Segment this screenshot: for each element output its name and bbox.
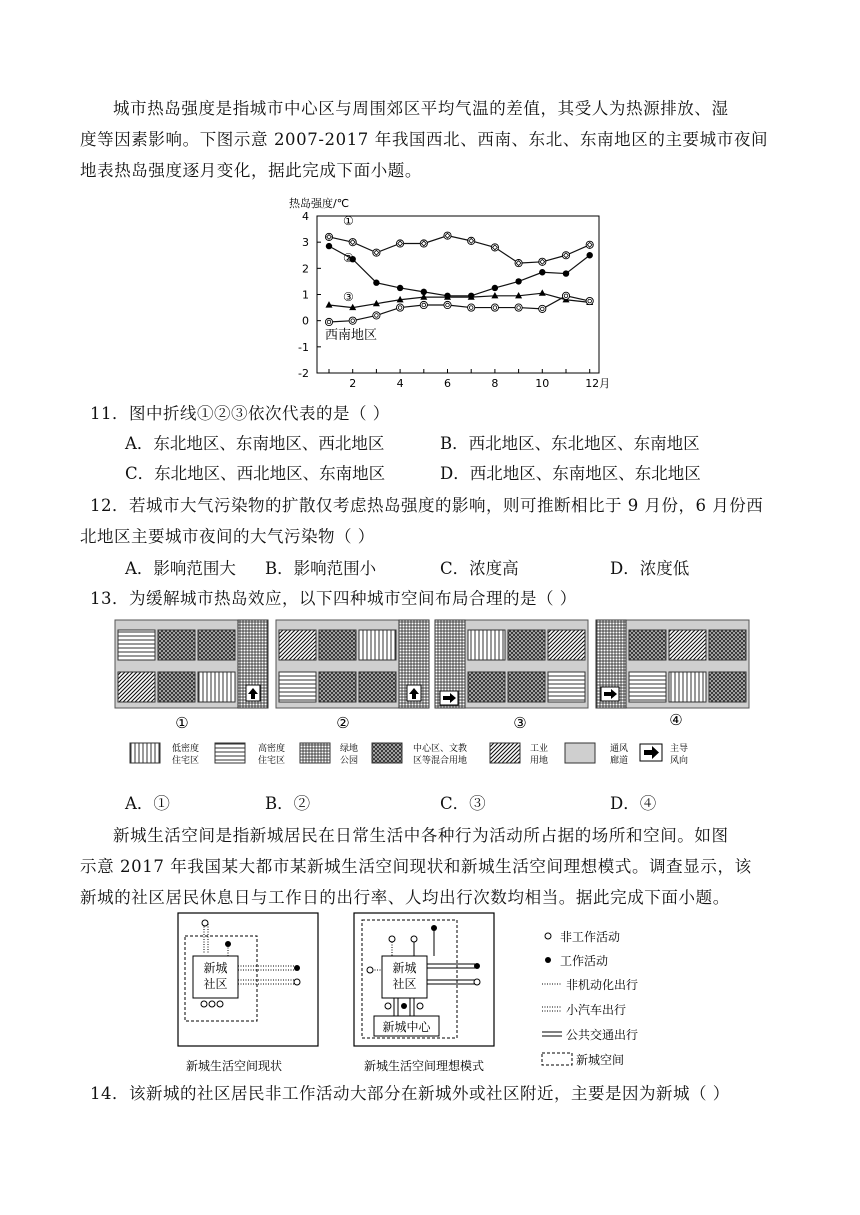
svg-text:社区: 社区 — [392, 977, 417, 991]
series-line-1 — [329, 236, 590, 266]
data-point — [420, 293, 427, 299]
svg-text:住宅区: 住宅区 — [172, 756, 200, 766]
series-label-3: ③ — [343, 289, 354, 304]
caption-ideal: 新城生活空间理想模式 — [363, 1059, 485, 1073]
series-label-2: ② — [343, 251, 354, 266]
q12-line2: 北地区主要城市夜间的大气污染物（ ） — [80, 527, 375, 546]
current-living-space — [178, 913, 318, 1046]
x-tick-label: 2 — [349, 377, 357, 390]
city-layout-figure — [110, 615, 760, 775]
data-point — [491, 292, 498, 298]
data-point — [539, 269, 545, 275]
svg-text:公园: 公园 — [340, 756, 359, 766]
svg-text:小汽车出行: 小汽车出行 — [566, 1003, 627, 1017]
data-point — [562, 292, 569, 299]
svg-text:非工作活动: 非工作活动 — [560, 930, 621, 944]
layout-panel-3 — [435, 620, 588, 708]
svg-text:用地: 用地 — [530, 756, 549, 766]
data-point — [539, 289, 546, 295]
data-point — [326, 243, 332, 249]
panel-label-2: ② — [336, 714, 350, 732]
caption-current: 新城生活空间现状 — [185, 1059, 283, 1073]
q13-option-c[interactable]: C．③ — [440, 794, 486, 813]
data-point — [420, 301, 427, 308]
x-tick-label: 10 — [535, 377, 550, 390]
data-point — [587, 252, 593, 258]
q11-option-b[interactable]: B．西北地区、东北地区、东南地区 — [440, 434, 700, 453]
q13-option-d[interactable]: D．④ — [610, 794, 657, 813]
data-point — [373, 249, 380, 256]
chart-series — [325, 214, 593, 326]
layout-legend — [130, 742, 688, 766]
chart-annotation: 西南地区 — [325, 328, 378, 343]
intro2-line1: 新城生活空间是指新城居民在日常生活中各种行为活动所占据的场所和空间。如图 — [113, 826, 729, 845]
y-tick-label: 0 — [302, 314, 309, 328]
q11-option-d[interactable]: D．西北地区、东南地区、东北地区 — [440, 464, 701, 483]
q11-option-a[interactable]: A．东北地区、东南地区、西北地区 — [125, 434, 385, 453]
q11-stem: 11．图中折线①②③依次代表的是（ ） — [90, 404, 390, 423]
data-point — [586, 297, 593, 304]
q14-stem: 14．该新城的社区居民非工作活动大部分在新城外或社区附近，主要是因为新城（ ） — [90, 1084, 730, 1103]
q12-option-b[interactable]: B．影响范围小 — [265, 559, 377, 578]
svg-text:公共交通出行: 公共交通出行 — [566, 1028, 639, 1042]
data-point — [468, 237, 475, 244]
data-point — [373, 280, 379, 286]
intro1-line3: 地表热岛强度逐月变化，据此完成下面小题。 — [80, 161, 422, 180]
y-axis — [298, 210, 321, 380]
q12-option-c[interactable]: C．浓度高 — [440, 559, 519, 578]
y-tick-label: 3 — [302, 236, 309, 250]
chart-ylabel: 热岛强度/℃ — [289, 197, 350, 210]
intro1-line1: 城市热岛强度是指城市中心区与周围郊区平均气温的差值，其受人为热源排放、湿 — [113, 99, 729, 118]
ideal-living-space — [354, 913, 494, 1046]
q12-line1: 12．若城市大气污染物的扩散仅考虑热岛强度的影响，则可推断相比于 9 月份，6 月份西 — [90, 496, 764, 515]
data-point — [491, 244, 498, 251]
y-tick-label: -2 — [298, 367, 309, 380]
svg-text:通风: 通风 — [610, 744, 629, 754]
data-point — [586, 241, 593, 248]
y-tick-label: -1 — [298, 340, 309, 354]
series-line-2 — [329, 246, 590, 296]
q13-option-a[interactable]: A．① — [125, 794, 170, 813]
data-point — [539, 305, 546, 312]
x-tick-label: 8 — [491, 377, 499, 390]
svg-text:区等混合用地: 区等混合用地 — [413, 756, 468, 766]
series-line-4 — [329, 296, 590, 322]
svg-text:社区: 社区 — [203, 977, 228, 991]
svg-text:主导: 主导 — [670, 744, 689, 754]
x-tick-label: 12月 — [585, 377, 611, 390]
living-space-diagram — [170, 908, 690, 1078]
data-point — [373, 312, 380, 319]
svg-text:廊道: 廊道 — [610, 756, 629, 766]
data-point — [515, 304, 522, 311]
data-point — [515, 278, 521, 284]
data-point — [349, 239, 356, 246]
plot-frame — [317, 213, 599, 373]
q12-option-a[interactable]: A．影响范围大 — [125, 559, 236, 578]
layout-panel-1 — [115, 620, 268, 708]
y-tick-label: 1 — [302, 288, 309, 302]
intro2-line3: 新城的社区居民休息日与工作日的出行率、人均出行次数均相当。据此完成下面小题。 — [80, 888, 730, 907]
svg-text:工业: 工业 — [530, 744, 549, 754]
data-point — [539, 258, 546, 265]
intro-paragraph-1 — [80, 93, 780, 186]
layout-panel-2 — [276, 620, 429, 708]
data-point — [444, 301, 451, 308]
svg-text:住宅区: 住宅区 — [258, 756, 286, 766]
data-point — [492, 285, 498, 291]
data-point — [349, 317, 356, 324]
y-tick-label: 4 — [302, 210, 309, 223]
x-tick-label: 4 — [396, 377, 404, 390]
data-point — [563, 270, 569, 276]
x-axis — [329, 369, 610, 390]
svg-text:新城中心: 新城中心 — [382, 1020, 431, 1034]
data-point — [325, 233, 332, 240]
intro2-line2: 示意 2017 年我国某大都市某新城生活空间现状和新城生活空间理想模式。调查显示，该 — [80, 857, 752, 876]
data-point — [397, 285, 403, 291]
data-point — [326, 301, 333, 307]
panel-label-4: ④ — [669, 711, 683, 729]
intro-paragraph-2 — [80, 820, 780, 913]
data-point — [562, 252, 569, 259]
svg-text:绿地: 绿地 — [340, 744, 359, 754]
data-point — [468, 304, 475, 311]
svg-text:新城空间: 新城空间 — [576, 1053, 625, 1067]
svg-text:中心区、文教: 中心区、文教 — [413, 744, 468, 754]
svg-text:新城: 新城 — [203, 961, 228, 975]
svg-text:低密度: 低密度 — [172, 744, 200, 754]
data-point — [515, 260, 522, 267]
q12-option-d[interactable]: D．浓度低 — [610, 559, 690, 578]
data-point — [420, 240, 427, 247]
data-point — [397, 240, 404, 247]
data-point — [444, 232, 451, 239]
panel-label-1: ① — [175, 714, 189, 732]
q11-option-c[interactable]: C．东北地区、西北地区、东南地区 — [125, 464, 386, 483]
svg-text:风向: 风向 — [670, 756, 689, 766]
data-point — [325, 318, 332, 325]
x-tick-label: 6 — [444, 377, 451, 390]
svg-text:非机动化出行: 非机动化出行 — [566, 978, 639, 992]
q13-option-b[interactable]: B．② — [265, 794, 311, 813]
data-point — [491, 304, 498, 311]
panel-label-3: ③ — [513, 714, 527, 732]
svg-text:高密度: 高密度 — [258, 744, 286, 754]
intro1-line2: 度等因素影响。下图示意 2007-2017 年我国西北、西南、东北、东南地区的主要城市夜间 — [80, 130, 769, 149]
svg-text:新城: 新城 — [392, 961, 417, 975]
series-label-1: ① — [343, 213, 354, 228]
data-point — [397, 304, 404, 311]
y-tick-label: 2 — [302, 262, 309, 276]
heat-island-chart — [285, 193, 625, 393]
svg-text:工作活动: 工作活动 — [560, 954, 609, 968]
diagram-legend — [542, 929, 638, 1067]
layout-panel-4 — [596, 620, 749, 708]
q13-stem: 13．为缓解城市热岛效应，以下四种城市空间布局合理的是（ ） — [90, 589, 577, 608]
